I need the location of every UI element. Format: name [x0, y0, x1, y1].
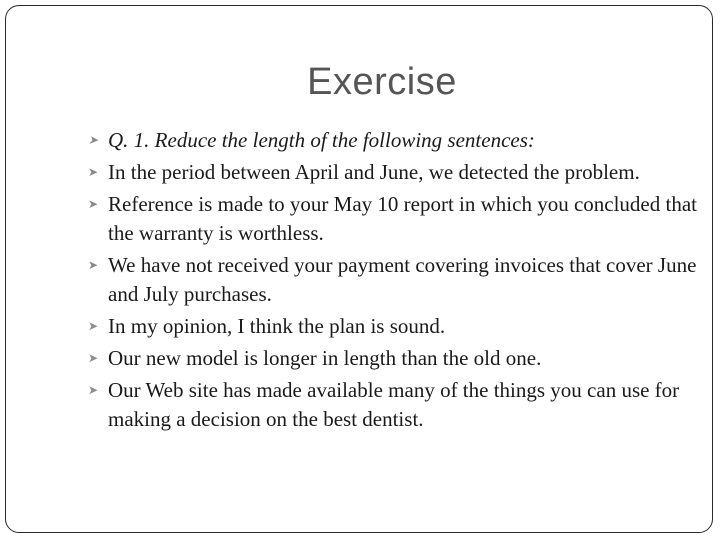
arrow-bullet-icon: ➤	[88, 383, 99, 397]
sentence-text: In my opinion, I think the plan is sound.	[108, 314, 446, 338]
arrow-bullet-icon: ➤	[88, 319, 99, 333]
bullet-list	[88, 126, 698, 437]
arrow-bullet-icon: ➤	[88, 165, 99, 179]
slide-title: Exercise	[307, 61, 457, 103]
slide-frame	[5, 5, 713, 533]
sentence-text: Our Web site has made available many of the things you can use for making a decision on the best dentist.	[108, 378, 680, 431]
arrow-bullet-icon: ➤	[88, 351, 99, 365]
sentence-text: In the period between April and June, we detected the problem.	[108, 160, 640, 184]
list-item	[88, 251, 698, 309]
sentence-text: We have not received your payment covering invoices that cover June and July purchases.	[108, 253, 697, 306]
question-item	[88, 126, 698, 155]
list-item	[88, 376, 698, 434]
arrow-bullet-icon: ➤	[88, 258, 99, 272]
list-item	[88, 344, 698, 373]
question-text: Q. 1. Reduce the length of the following sentences:	[108, 128, 535, 152]
arrow-bullet-icon: ➤	[88, 197, 99, 211]
list-item	[88, 190, 698, 248]
list-item	[88, 158, 698, 187]
sentence-text: Our new model is longer in length than the old one.	[108, 346, 542, 370]
sentence-text: Reference is made to your May 10 report in which you concluded that the warranty is worthless.	[108, 192, 697, 245]
arrow-bullet-icon: ➤	[88, 133, 99, 147]
list-item	[88, 312, 698, 341]
